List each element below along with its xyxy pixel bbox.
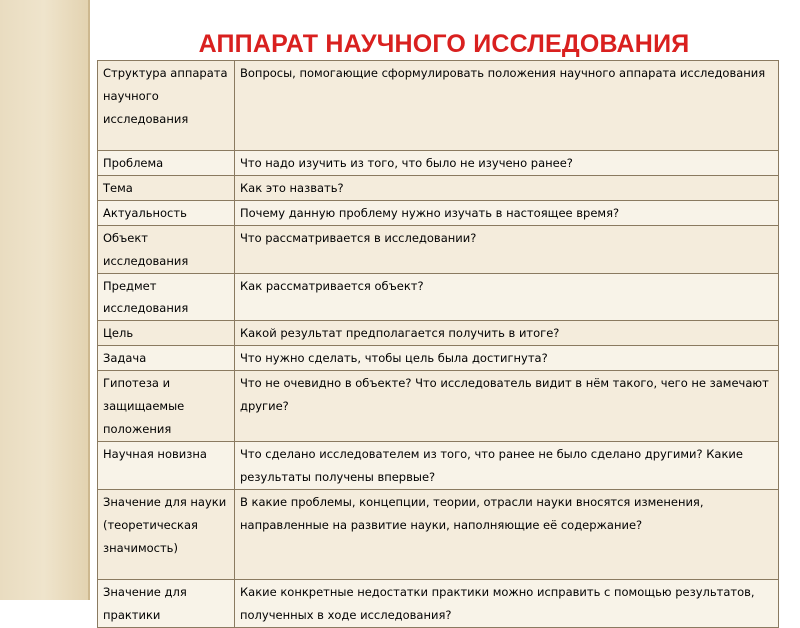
term-cell: Актуальность [98, 200, 235, 225]
table-row [98, 200, 779, 225]
term-cell: Цель [98, 321, 235, 346]
header-cell-structure: Структура аппарата научного исследования [98, 61, 235, 151]
table-row [98, 441, 779, 489]
table-header-row [98, 61, 779, 151]
table-row [98, 175, 779, 200]
question-cell: Что не очевидно в объекте? Что исследователь видит в нём такого, чего не замечают другие? [235, 371, 779, 442]
term-cell: Значение для науки (теоретическая значимость) [98, 489, 235, 579]
table-row [98, 489, 779, 579]
research-apparatus-table [97, 60, 779, 628]
table-row [98, 321, 779, 346]
decorative-side-band [0, 0, 88, 600]
question-cell: Как это назвать? [235, 175, 779, 200]
term-cell: Научная новизна [98, 441, 235, 489]
question-cell: Что рассматривается в исследовании? [235, 225, 779, 273]
term-cell: Гипотеза и защищаемые положения [98, 371, 235, 442]
table-row [98, 225, 779, 273]
term-cell: Предмет исследования [98, 273, 235, 321]
term-cell: Тема [98, 175, 235, 200]
term-cell: Задача [98, 346, 235, 371]
term-cell: Проблема [98, 151, 235, 176]
table-row [98, 579, 779, 627]
question-cell: Почему данную проблему нужно изучать в настоящее время? [235, 200, 779, 225]
question-cell: Как рассматривается объект? [235, 273, 779, 321]
question-cell: Что надо изучить из того, что было не изучено ранее? [235, 151, 779, 176]
question-cell: В какие проблемы, концепции, теории, отрасли науки вносятся изменения, направленные на развитие науки, наполняющие её содержание? [235, 489, 779, 579]
slide-title: АППАРАТ НАУЧНОГО ИССЛЕДОВАНИЯ [198, 30, 690, 58]
question-cell: Какие конкретные недостатки практики можно исправить с помощью результатов, полученных в ходе исследования? [235, 579, 779, 627]
question-cell: Что сделано исследователем из того, что ранее не было сделано другими? Какие результаты получены впервые? [235, 441, 779, 489]
term-cell: Значение для практики [98, 579, 235, 627]
table-row [98, 346, 779, 371]
question-cell: Какой результат предполагается получить в итоге? [235, 321, 779, 346]
table-row [98, 151, 779, 176]
question-cell: Что нужно сделать, чтобы цель была достигнута? [235, 346, 779, 371]
table-row [98, 273, 779, 321]
term-cell: Объект исследования [98, 225, 235, 273]
table-row [98, 371, 779, 442]
header-cell-questions: Вопросы, помогающие сформулировать положения научного аппарата исследования [235, 61, 779, 151]
